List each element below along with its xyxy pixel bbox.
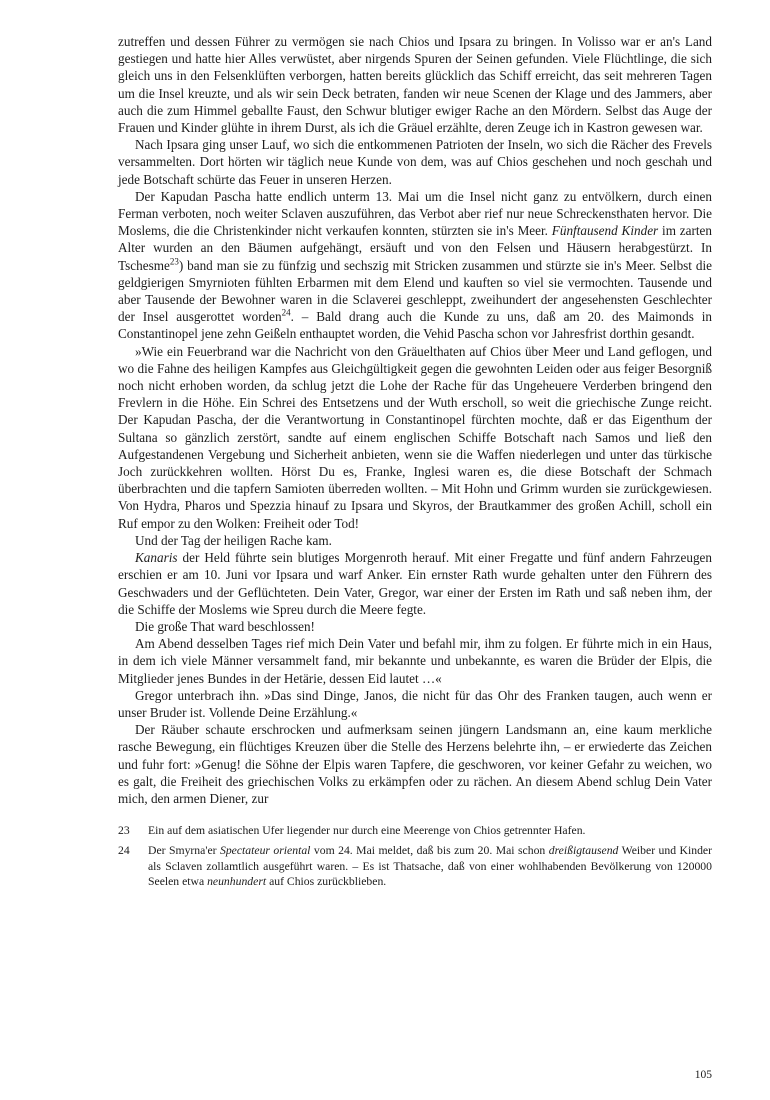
italic-word-neunhundert: neunhundert [207, 875, 267, 889]
paragraph-10: Der Räuber schaute erschrocken und aufmerksam seinen jüngern Landsmann an, eine kaum merkliche rasche Bewegung, ein flüchtiges Kreuzen über die Stelle des Herzens belehrte ihn, – er erwiederte das Zeichen und fuhr fort: »Genug! die Söhne der Elpis waren Tapfere, die geschworen, vor keiner Gefahr zu weichen, wo es galt, die Freiheit des griechischen Volks zu erkämpfen oder zu rächen. An diesem Abend schlug Dein Vater mich, den armen Diener, zur [118, 722, 712, 806]
footnote-23 [118, 823, 712, 838]
text-segment: im zarten Alter wurden an den Bäumen aufgehängt, ersäuft und von den Felsen und Häusern herabgestürzt. In Tschesme [118, 223, 712, 273]
footnote-24 [118, 843, 712, 889]
page-number: 105 [694, 1069, 712, 1081]
italic-phrase-fuenftausend-kinder: Fünftausend Kinder [551, 223, 659, 239]
footnote-text [148, 843, 712, 889]
footnote-number: 24 [118, 844, 130, 858]
text-segment: der Held führte sein blutiges Morgenroth herauf. Mit einer Fregatte und fünf andern Fahrzeugen erschien er am 10. Juni vor Ipsara und warf Anker. Ein ernster Rath wurde gehalten unter den Führern des Geschwaders und der Geflüchteten. Dein Vater, Gregor, war einer der Ersten im Rath und saß neben ihm, der die Schiffe der Moslems wie Spreu durch die Meere fegte. [118, 550, 712, 617]
footnote-text-segment: vom 24. Mai meldet, daß bis zum 20. Mai schon [310, 844, 549, 858]
body-text [118, 33, 712, 807]
text-segment: . – Bald drang auch die Kunde zu uns, daß am 20. des Maimonds in Constantinopel jene zehn Geißeln enthauptet worden, die Vehid Pascha schon vor Jahresfrist dorthin gesandt. [118, 309, 712, 342]
footnote-ref-23: 23 [169, 256, 179, 267]
paragraph-1: zutreffen und dessen Führer zu vermögen sie nach Chios und Ipsara zu bringen. In Volisso war er an's Land gestiegen und hatte hier Alles verwüstet, aber nirgends Spuren der Seinen gefunden. Viele Flüchtlinge, die sich gleich uns in den Felsenklüften verborgen, hatten bereits glücklich das Schiff erreicht, das seit mehreren Tagen um die Insel kreuzte, und als wir sein Deck betraten, fanden wir neue Scenen der Klage und des Jammers, aber auch die zum Himmel geballte Faust, den Schwur blutiger ewiger Rache an den Mördern. Selbst das Auge der Frauen und Kinder glühte in ihrem Durst, als ich die Gräuel erzählte, deren Zeuge ich in Kastron gewesen war. [118, 34, 712, 136]
paragraph-8: Am Abend desselben Tages rief mich Dein Vater und befahl mir, ihm zu folgen. Er führte mich in ein Haus, in dem ich viele Männer versammelt fand, mir bekannte und unbekannte, es waren die Brüder der Elpis, die Mitglieder jenes Bundes in der Hetärie, dessen Eid lautet …« [118, 636, 712, 686]
text-segment: ) band man sie zu fünfzig und sechszig mit Stricken zusammen und stürzte sie in's Meer. Selbst die geldgierigen Smyrnioten fühlten Erbarmen mit dem Elend und kauften so viel sie vermochten. Tausende und aber Tausende der Bewohner waren in die Sclaverei geschleppt, zweihundert der angesehensten Geschlechter der Insel ausgerottet worden [118, 257, 712, 325]
footnote-text-segment: auf Chios zurückblieben. [266, 875, 387, 889]
paragraph-6 [118, 549, 712, 618]
paragraph-4: »Wie ein Feuerbrand war die Nachricht von den Gräuelthaten auf Chios über Meer und Land geflogen, und wo die Fahne des heiligen Kampfes aus Gleichgültigkeit gegen die gewohnten Leiden oder aus feiger Besorgniß noch nicht erhoben worden, da schlug jetzt die Lohe der Rache für das Ungeheuere Verderben bringend den Frevlern in die Höhe. Ein Schrei des Entsetzens und der Wuth erscholl, so weit die griechische Zunge reicht. Der Kapudan Pascha, der die Verantwortung in Constantinopel fürchten mochte, daß er das Eigenthum der Sultana so gänzlich zerstört, sandte auf einem englischen Schiffe Botschaft nach Samos und ließ den Aufgestandenen Vergebung und Sicherheit anbieten, wenn sie die Waffen niederlegen und unter das türkische Joch zurückkehren wollten. Hörst Du es, Franke, Inglesi waren es, die diese Botschaft der Schmach überbrachten und die tapfern Samioten überreden wollten. – Mit Hohn und Grimm wurden sie zurückgewiesen. Von Hydra, Pharos und Spezzia hinauf zu Ipsara und Skyros, der Brautkammer des großen Achill, scholl ein Ruf empor zu den Wolken: Freiheit oder Tod! [118, 343, 712, 531]
paragraph-5: Und der Tag der heiligen Rache kam. [135, 532, 332, 548]
footnote-ref-24: 24 [281, 307, 291, 318]
footnote-text: Ein auf dem asiatischen Ufer liegender nur durch eine Meerenge von Chios getrennter Hafen. [148, 824, 586, 838]
italic-word-dreissigtausend: dreißigtausend [548, 844, 619, 858]
footnotes-section [118, 823, 712, 889]
footnote-text-segment: Der Smyrna'er [148, 844, 220, 858]
paragraph-3 [118, 188, 712, 343]
text-segment: Der Kapudan Pascha hatte endlich unterm 13. Mai um die Insel nicht ganz zu entvölkern, durch einen Ferman verboten, noch weiter Sclaven auszuführen, das Verbot aber rief nur neue Schreckensthaten hervor. Die Moslems, die die Christenkinder nicht verkaufen konnten, stürzten sie in's Meer. [118, 188, 712, 239]
italic-title-spectateur-oriental: Spectateur oriental [219, 844, 311, 858]
footnote-number: 23 [118, 824, 130, 838]
footnote-text-segment: Weiber und Kinder als Sclaven zollamtlich ausgeführt waren. – Es ist Thatsache, daß von einer wohlhabenden Bevölkerung von 120000 Seelen etwa [148, 844, 712, 889]
italic-word-kanaris: Kanaris [135, 550, 178, 566]
paragraph-2: Nach Ipsara ging unser Lauf, wo sich die entkommenen Patrioten der Inseln, wo sich die Rächer des Frevels versammelten. Dort hörten wir täglich neue Kunde von dem, was auf Chios geschehen und noch geschah und jede Botschaft schürte das Feuer in unseren Herzen. [118, 137, 712, 187]
paragraph-7: Die große That ward beschlossen! [135, 618, 315, 634]
paragraph-9: Gregor unterbrach ihn. »Das sind Dinge, Janos, die nicht für das Ohr des Franken taugen, auch wenn er unser Bruder ist. Vollende Deine Erzählung.« [118, 687, 712, 720]
